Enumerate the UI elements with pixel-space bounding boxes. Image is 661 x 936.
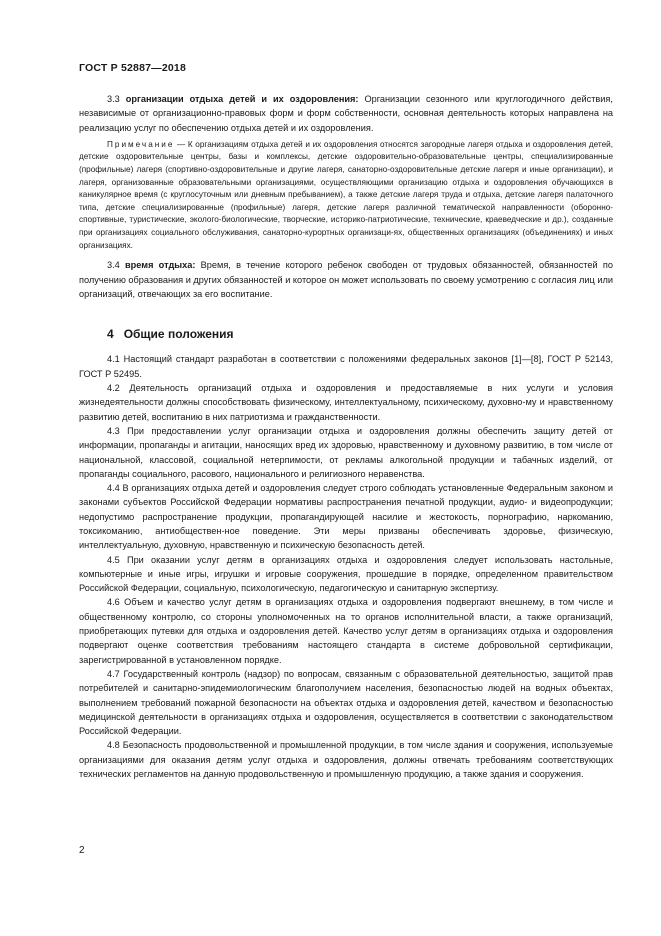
- paragraph-4-3: 4.3 При предоставлении услуг организации отдыха и оздоровления должны обеспечить защиту детей от информации, пропаганды и агитации, наносящих вред их здоровью, нравственному и духовному развитию, в том числе от национальной, классовой, социальной нетерпимости, от рекламы алкогольной продукции и табачных изделий, от пропаганды социального, расового, национального и религиозного неравенства.: [79, 425, 613, 479]
- note: [79, 139, 613, 252]
- note-label: Примечание: [107, 139, 175, 149]
- paragraph-4-2: 4.2 Деятельность организаций отдыха и оздоровления и предоставляемые в них услуги и условия жизнедеятельности должны способствовать физическому, интеллектуальному, психическому, духовно-му и нравственному развитию детей, воспитанию в них патриотизма и гражданственности.: [79, 383, 613, 422]
- note-text: — К организациям отдыха детей и их оздоровления относятся загородные лагеря отдыха и оздоровления детей, детские оздоровительные центры, базы и комплексы, детские оздоровительно-образовательные центры, специализированные (профильные) лагеря (спортивно-оздоровительные и другие лагеря, санаторно-оздоровительные детские лагеря и иные организации), и лагеря, организованные образовательными организациями, осуществляющими организацию отдыха и оздоровления обучающихся в каникулярное время (с круглосуточным или дневным пребыванием), а также детские лагеря труда и отдыха, детские лагеря палаточного типа, детские специализированные (профильные) лагеря, детские лагеря различной тематической направленности (оборонно-спортивные, туристические, эколого-биологические, творческие, историко-патриотические, технические, краеведческие и др.), созданные при организациях социального обслуживания, санаторно-курортных организаци-ях, общественных организациях (объединениях) и иных организациях.: [79, 139, 613, 250]
- section-heading: [107, 327, 613, 341]
- section-title: Общие положения: [123, 327, 234, 342]
- document-body: [79, 92, 613, 781]
- term-number: 3.3: [107, 94, 120, 104]
- term-name: организации отдыха детей и их оздоровления:: [125, 94, 359, 104]
- page-number: 2: [79, 845, 85, 856]
- document-header: ГОСТ Р 52887—2018: [79, 62, 187, 74]
- section-number: 4: [107, 327, 114, 342]
- paragraph-4-5: 4.5 При оказании услуг детям в организациях отдыха и оздоровления следует использовать настольные, компьютерные и иные игры, игрушки и игровые сооружения, прошедшие в порядке, определенном правительством Российской Федерации, социальную, психологическую, педагогическую и санитарную экспертизу.: [79, 554, 613, 594]
- paragraph-4-7: 4.7 Государственный контроль (надзор) по вопросам, связанным с образовательной деятельностью, защитой прав потребителей и санитарно-эпидемиологическим благополучием населения, безопасностью людей на водных объектах, выполнением требований пожарной безопасности на объектах отдыха и оздоровления детей, качеством и безопасностью медицинской деятельности в организациях отдыха и оздоровления, осуществляется в соответствии с законодательством Российской Федерации.: [79, 668, 613, 737]
- paragraph-4-4: 4.4 В организациях отдыха детей и оздоровления следует строго соблюдать установленные Федеральным законом и законами субъектов Российской Федерации нормативы распространения печатной продукции, аудио- и видеопродукции; недопустимо распространение продукции, пропагандирующей насилие и жестокость, порнографию, наркоманию, токсикоманию, антиобществен-ное поведение. Эти меры призваны обеспечивать здоровье, физическую, интеллектуальную, духовную, нравственную и психическую безопасность детей.: [79, 483, 613, 551]
- term-definition: Время, в течение которого ребенок свободен от трудовых обязанностей, обязанностей по получению образования и других обязанностей и которое он может использовать по своему усмотрению с согласия лиц или организаций, отвечающих за его воспитание.: [79, 260, 613, 299]
- term-number: 3.4: [107, 260, 120, 271]
- term-3-4: [79, 258, 613, 301]
- paragraph-4-6: 4.6 Объем и качество услуг детям в организациях отдыха и оздоровления подвергают внешнему, в том числе и общественному контролю, со стороны уполномоченных на то органов исполнительной власти, а также организаций, приобретающих путевки для отдыха и оздоровления детей. Качество услуг детям в организациях отдыха и оздоровления подвергают оценке соответствия требованиям настоящего стандарта в системе добровольной сертификации, зарегистрированной в установленном порядке.: [79, 597, 613, 665]
- term-3-3: [79, 92, 613, 135]
- paragraph-4-1: 4.1 Настоящий стандарт разработан в соответствии с положениями федеральных законов [1]—[8], ГОСТ Р 52143, ГОСТ Р 52495.: [79, 354, 613, 379]
- paragraph-4-8: 4.8 Безопасность продовольственной и промышленной продукции, в том числе здания и сооружения, используемые организациями для оказания детям услуг отдыха и оздоровления, должны отвечать требованиям соответствующих технических регламентов на данную продовольственную и промышленную продукцию, а также здания и сооружения.: [79, 740, 613, 780]
- term-name: время отдыха:: [125, 260, 196, 271]
- term-definition: Организации сезонного или круглогодичного действия, независимые от организационно-правовых форм и форм собственности, основная деятельность которых направлена на реализацию услуг по обеспечению отдыха детей и их оздоровления.: [79, 94, 613, 133]
